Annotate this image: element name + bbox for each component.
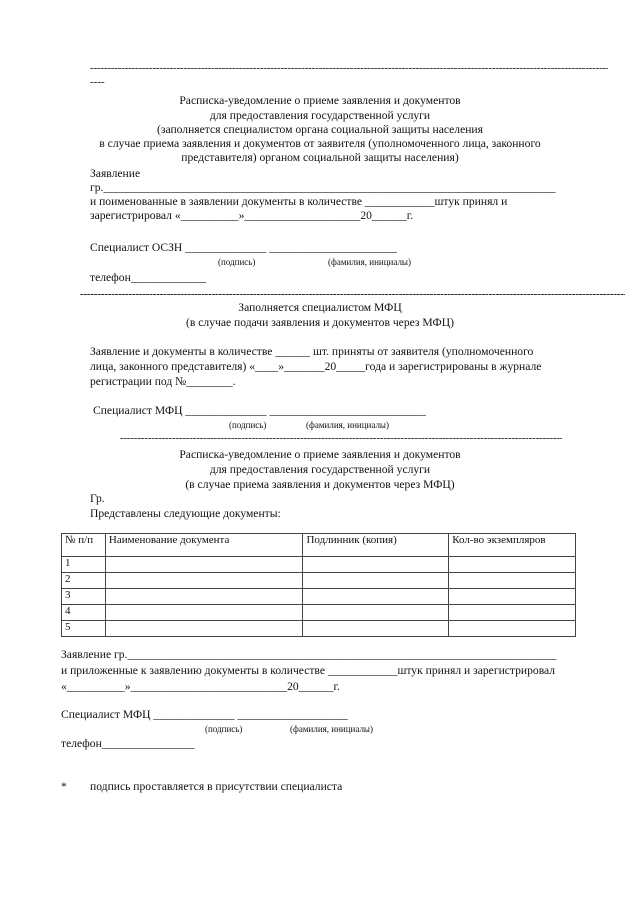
osszn-note-2: в случае приема заявления и документов от заявителя (уполномоченного лица, законного [99, 137, 541, 150]
osszn-note-1: (заполняется специалистом органа социальной защиты населения [157, 123, 483, 136]
table-row [62, 605, 576, 621]
osszn-registered-line: зарегистрировал «__________»____________________20______г. [90, 209, 414, 222]
mfc-journal-line: регистрации под №________. [90, 375, 236, 388]
osszn-phone-line: телефон_____________ [90, 271, 207, 284]
copies-count-cell[interactable] [449, 573, 576, 589]
original-copy-cell[interactable] [303, 605, 449, 621]
cut-line-top [90, 63, 608, 73]
osszn-applicant-line: гр.______________________________________________________________________________ [90, 181, 556, 194]
column-header-original-copy: Подлинник (копия) [303, 534, 449, 557]
osszn-zayavlenie-label: Заявление [90, 167, 141, 180]
osszn-specialist-line: Специалист ОСЗН ______________ ______________________ [90, 241, 397, 254]
row-number: 5 [62, 621, 106, 637]
receipt-docs-count-line: и приложенные к заявлению документы в количестве ____________штук принял и зарегистрировал [61, 664, 556, 677]
osszn-note-3: представителя) органом социальной защиты населения) [181, 151, 459, 164]
osszn-title-1: Расписка-уведомление о приеме заявления и документов [179, 94, 461, 107]
mfc-docs-count-line: Заявление и документы в количестве ______ шт. приняты от заявителя (уполномоченного [90, 345, 534, 358]
copies-count-cell[interactable] [449, 557, 576, 573]
cut-line-continuation: ---- [90, 76, 105, 88]
mfc-title-1: Заполняется специалистом МФЦ [238, 301, 402, 314]
receipt-title-1: Расписка-уведомление о приеме заявления и документов [179, 448, 461, 461]
row-number: 1 [62, 557, 106, 573]
receipt-signature-caption: (подпись) [205, 724, 243, 734]
row-number: 4 [62, 605, 106, 621]
original-copy-cell[interactable] [303, 557, 449, 573]
receipt-title-3: (в случае приема заявления и документов через МФЦ) [185, 478, 455, 491]
column-header-document-name: Наименование документа [105, 534, 303, 557]
copies-count-cell[interactable] [449, 605, 576, 621]
receipt-date-line: «__________»___________________________20______г. [61, 680, 340, 693]
document-name-cell[interactable] [105, 557, 303, 573]
document-name-cell[interactable] [105, 621, 303, 637]
cut-line-middle [120, 433, 562, 443]
receipt-docs-intro: Представлены следующие документы: [90, 507, 281, 520]
footnote-asterisk: * [61, 780, 67, 793]
osszn-docs-count-line: и поименованные в заявлении документы в количестве ____________штук принял и [90, 195, 508, 208]
receipt-phone-line: телефон________________ [61, 737, 195, 750]
document-name-cell[interactable] [105, 605, 303, 621]
original-copy-cell[interactable] [303, 589, 449, 605]
document-name-cell[interactable] [105, 589, 303, 605]
osszn-title-2: для предоставления государственной услуги [209, 109, 431, 122]
mfc-name-caption: (фамилия, инициалы) [306, 420, 389, 430]
cut-line-bold [80, 289, 625, 299]
table-row [62, 621, 576, 637]
receipt-zayavlenie-line: Заявление гр.__________________________________________________________________________ [61, 648, 557, 661]
table-row [62, 589, 576, 605]
mfc-title-2: (в случае подачи заявления и документов через МФЦ) [186, 316, 454, 329]
row-number: 3 [62, 589, 106, 605]
copies-count-cell[interactable] [449, 589, 576, 605]
osszn-name-caption: (фамилия, инициалы) [328, 257, 411, 267]
mfc-specialist-line: Специалист МФЦ ______________ ___________________________ [93, 404, 426, 417]
receipt-name-caption: (фамилия, инициалы) [290, 724, 373, 734]
osszn-signature-caption: (подпись) [218, 257, 256, 267]
receipt-title-2: для предоставления государственной услуги [209, 463, 431, 476]
mfc-registered-line: лица, законного представителя) «____»_______20_____года и зарегистрированы в журнале [90, 360, 542, 373]
table-row [62, 557, 576, 573]
document-name-cell[interactable] [105, 573, 303, 589]
original-copy-cell[interactable] [303, 573, 449, 589]
table-row [62, 573, 576, 589]
footnote-text: подпись проставляется в присутствии специалиста [90, 780, 343, 793]
column-header-copies-count: Кол-во экземпляров [449, 534, 576, 557]
receipt-applicant-label: Гр. [90, 492, 105, 505]
copies-count-cell[interactable] [449, 621, 576, 637]
column-header-number: № п/п [62, 534, 106, 557]
row-number: 2 [62, 573, 106, 589]
mfc-signature-caption: (подпись) [229, 420, 267, 430]
table-header-row [62, 534, 576, 557]
documents-table [61, 533, 576, 637]
receipt-specialist-line: Специалист МФЦ ______________ ___________________ [61, 708, 348, 721]
original-copy-cell[interactable] [303, 621, 449, 637]
